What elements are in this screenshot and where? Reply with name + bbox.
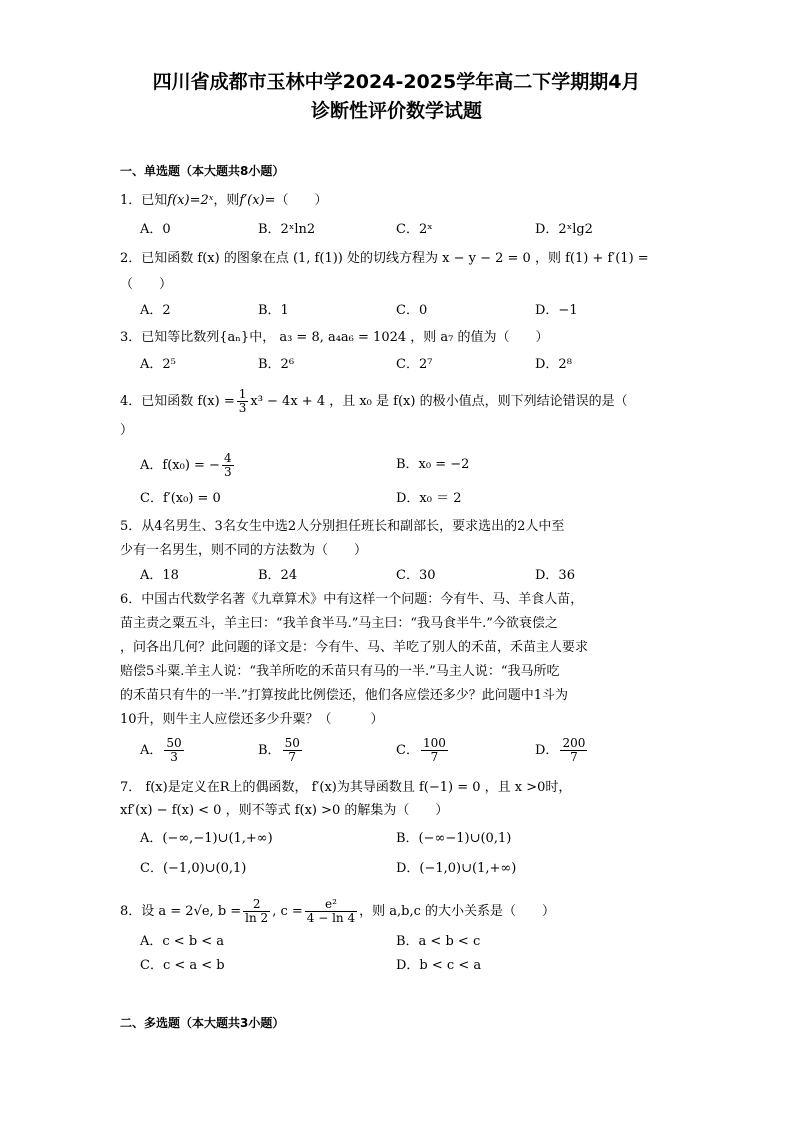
q7-option-a: A．(−∞,−1)∪(1,+∞): [140, 831, 273, 846]
q8-option-c: C．c < a < b: [140, 958, 225, 973]
question-2-line-1: 2．已知函数 f(x) 的图象在点 (1, f(1)) 处的切线方程为 x − y − 2 = 0 ，则 f(1) + f′(1) =: [120, 251, 649, 266]
q1-option-a: A．0: [140, 222, 171, 237]
q6-option-a: [140, 737, 186, 764]
q6-d-label: D．: [535, 743, 559, 758]
q8-pre: 8．设 a = 2√e, b =: [120, 904, 242, 919]
q6-d-den: 7: [570, 750, 578, 764]
q6-b-den: 7: [288, 750, 297, 764]
q6-a-fraction: [164, 737, 183, 764]
q8-post: ，则 a,b,c 的大小关系是（ ）: [359, 904, 555, 919]
q4-frac-den: 3: [238, 401, 247, 415]
q1-deriv: f′(x)=: [239, 193, 276, 208]
question-6-line-2: 苗主责之粟五斗，羊主曰：“我羊食半马.”马主曰：“我马食半牛.”今欲衰偿之: [120, 616, 558, 631]
q6-a-den: 3: [170, 750, 178, 764]
q4-option-d: D．x₀ ＝ 2: [396, 491, 462, 506]
q2-option-c: C．0: [396, 303, 428, 318]
question-1: [120, 192, 328, 210]
q6-a-label: A．: [140, 743, 163, 758]
q3-option-b: B．2⁶: [258, 357, 295, 372]
q2-option-d: D．−1: [535, 303, 578, 318]
q8-c-num: e²: [305, 898, 357, 912]
q8-b-num: 2: [243, 898, 270, 912]
question-6-line-5: 的禾苗只有牛的一半.”打算按此比例偿还，他们各应偿还多少？此问题中1斗为: [120, 688, 569, 703]
q4-option-a-fraction: [222, 452, 234, 479]
q2-option-b: B．1: [258, 303, 289, 318]
q1-tail: （ ）: [275, 193, 328, 208]
q6-option-c: [396, 737, 450, 764]
q5-option-a: A．18: [140, 568, 179, 583]
q3-option-a: A．2⁵: [140, 357, 176, 372]
q8-option-d: D．b < c < a: [396, 958, 482, 973]
q8-b-fraction: [243, 898, 270, 925]
q6-c-num: 100: [422, 736, 446, 750]
question-4-line-2: ）: [120, 423, 134, 438]
question-8: [120, 898, 555, 925]
q6-d-fraction: [560, 737, 587, 764]
q8-option-a: A．c < b < a: [140, 934, 225, 949]
q6-a-num: 50: [166, 736, 182, 750]
q6-option-d: [535, 737, 589, 764]
q1-option-b: B．2ˣln2: [258, 222, 316, 237]
q3-option-d: D．2⁸: [535, 357, 572, 372]
q4-frac-num: 1: [238, 387, 247, 401]
q7-option-c: C．(−1,0)∪(0,1): [140, 861, 247, 876]
q4-fraction: [237, 388, 249, 415]
q1-text-b: ，则: [213, 193, 240, 208]
q4-a-num: 4: [223, 451, 232, 465]
q1-option-d: D．2ˣlg2: [535, 222, 593, 237]
q8-c-den: 4 − ln 4: [306, 911, 356, 925]
question-7-line-2: xf′(x) − f(x) < 0 ，则不等式 f(x) >0 的解集为（ ）: [120, 803, 449, 818]
title-line-2: 诊断性评价数学试题: [310, 100, 482, 122]
q6-c-fraction: [421, 737, 448, 764]
question-5-line-2: 少有一名男生，则不同的方法数为（ ）: [120, 543, 368, 558]
title-line-1: 四川省成都市玉林中学2024-2025学年高二下学期期4月: [152, 71, 641, 93]
q6-b-label: B．: [258, 743, 281, 758]
q1-option-c: C．2ˣ: [396, 222, 433, 237]
q7-option-d: D．(−1,0)∪(1,+∞): [396, 861, 517, 876]
section-heading-multiple-choice: 二、多选题（本大题共3小题）: [120, 1016, 285, 1030]
question-6-line-6: 10升，则牛主人应偿还多少升粟？（ ）: [120, 712, 384, 727]
q4-option-c: C．f′(x₀) = 0: [140, 491, 221, 506]
q4-post: x³ − 4x + 4 ，且 x₀ 是 f(x) 的极小值点，则下列结论错误的是（: [250, 394, 628, 409]
q5-option-d: D．36: [535, 568, 575, 583]
q4-a-den: 3: [223, 465, 232, 479]
q1-stem: f(x)=2ˣ: [167, 193, 214, 208]
question-5-line-1: 5．从4名男生、3名女生中选2人分别担任班长和副部长，要求选出的2人中至: [120, 519, 565, 534]
q4-option-a: [140, 452, 236, 479]
q8-mid: , c =: [272, 904, 303, 919]
q7-option-b: B．(−∞−1)∪(0,1): [396, 831, 512, 846]
q8-option-b: B．a < b < c: [396, 934, 481, 949]
q6-b-fraction: [283, 737, 302, 764]
question-4-line-1: [120, 388, 628, 415]
q1-num: 1．: [120, 193, 142, 208]
q6-b-num: 50: [284, 736, 300, 750]
question-6-line-3: ，问各出几何？此问题的译文是：今有牛、马、羊吃了别人的禾苗，禾苗主人要求: [120, 640, 589, 655]
question-7-line-1: 7． f(x)是定义在R上的偶函数， f′(x)为其导函数且 f(−1) = 0 ，且 x >0时，: [120, 780, 572, 795]
q8-c-fraction: [305, 898, 357, 925]
q6-c-den: 7: [430, 750, 439, 764]
q5-option-c: C．30: [396, 568, 436, 583]
q4-option-b: B．x₀ = −2: [396, 457, 470, 472]
q6-c-label: C．: [396, 743, 419, 758]
q6-option-b: [258, 737, 304, 764]
q5-option-b: B．24: [258, 568, 298, 583]
question-2-line-2: （ ）: [120, 277, 173, 292]
question-6-line-4: 赔偿5斗粟.羊主人说：“我羊所吃的禾苗只有马的一半.”马主人说：“我马所吃: [120, 664, 560, 679]
q1-text-a: 已知: [141, 193, 168, 208]
q4-option-a-pre: A．f(x₀) = −: [140, 458, 220, 473]
question-6-line-1: 6．中国古代数学名著《九章算术》中有这样一个问题：今有牛、马、羊食人苗，: [120, 592, 584, 607]
q6-d-num: 200: [562, 736, 586, 750]
q2-option-a: A．2: [140, 303, 171, 318]
q8-b-den: ln 2: [245, 911, 269, 925]
q3-option-c: C．2⁷: [396, 357, 433, 372]
section-heading-single-choice: 一、单选题（本大题共8小题）: [120, 164, 285, 178]
question-3: 3．已知等比数列{aₙ}中， a₃ = 8, a₄a₆ = 1024 ，则 a₇ 的值为（ ）: [120, 330, 549, 345]
q4-pre: 4．已知函数 f(x) =: [120, 394, 235, 409]
